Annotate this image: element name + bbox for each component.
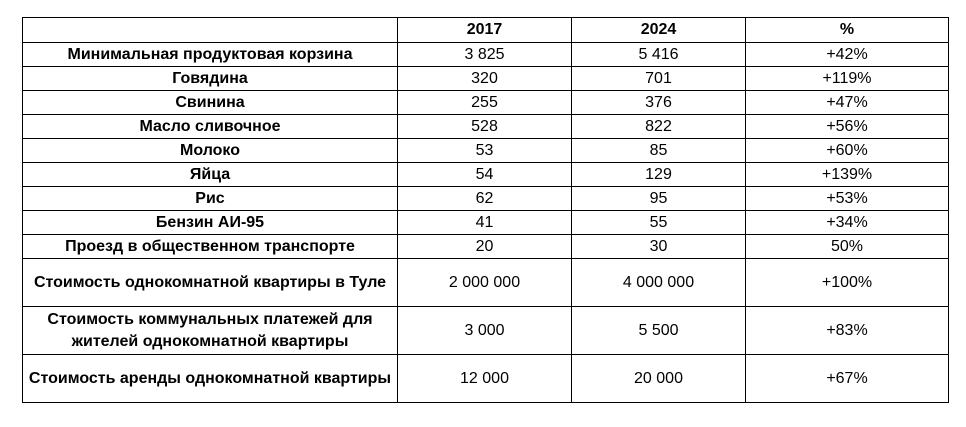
value-2024: 5 500 — [572, 307, 746, 355]
value-2017: 20 — [398, 235, 572, 259]
table-row — [23, 163, 949, 187]
row-label: Яйца — [23, 163, 398, 187]
price-comparison-table — [22, 17, 949, 403]
value-2017: 255 — [398, 91, 572, 115]
value-2017: 12 000 — [398, 355, 572, 403]
table-row — [23, 355, 949, 403]
value-percent: +67% — [746, 355, 949, 403]
value-percent: +56% — [746, 115, 949, 139]
row-label: Стоимость однокомнатной квартиры в Туле — [23, 259, 398, 307]
value-2024: 701 — [572, 67, 746, 91]
value-2024: 376 — [572, 91, 746, 115]
value-percent: +47% — [746, 91, 949, 115]
table-row — [23, 187, 949, 211]
value-2024: 4 000 000 — [572, 259, 746, 307]
header-percent: % — [746, 18, 949, 43]
header-2017: 2017 — [398, 18, 572, 43]
table-row — [23, 259, 949, 307]
table-row — [23, 43, 949, 67]
row-label: Проезд в общественном транспорте — [23, 235, 398, 259]
value-percent: +53% — [746, 187, 949, 211]
value-percent: +34% — [746, 211, 949, 235]
table-row — [23, 115, 949, 139]
row-label: Говядина — [23, 67, 398, 91]
row-label: Минимальная продуктовая корзина — [23, 43, 398, 67]
table-row — [23, 211, 949, 235]
value-2017: 3 825 — [398, 43, 572, 67]
value-2017: 3 000 — [398, 307, 572, 355]
value-2017: 2 000 000 — [398, 259, 572, 307]
value-percent: +42% — [746, 43, 949, 67]
value-2017: 54 — [398, 163, 572, 187]
value-2024: 129 — [572, 163, 746, 187]
header-item — [23, 18, 398, 43]
value-2024: 822 — [572, 115, 746, 139]
value-2024: 20 000 — [572, 355, 746, 403]
value-percent: +60% — [746, 139, 949, 163]
value-2017: 320 — [398, 67, 572, 91]
value-percent: 50% — [746, 235, 949, 259]
row-label: Стоимость коммунальных платежей для жителей однокомнатной квартиры — [23, 307, 398, 355]
value-percent: +119% — [746, 67, 949, 91]
table-header-row — [23, 18, 949, 43]
header-2024: 2024 — [572, 18, 746, 43]
value-2024: 5 416 — [572, 43, 746, 67]
value-2017: 62 — [398, 187, 572, 211]
value-percent: +139% — [746, 163, 949, 187]
table-row — [23, 235, 949, 259]
table-row — [23, 67, 949, 91]
value-2017: 53 — [398, 139, 572, 163]
value-percent: +83% — [746, 307, 949, 355]
value-2024: 85 — [572, 139, 746, 163]
row-label: Стоимость аренды однокомнатной квартиры — [23, 355, 398, 403]
row-label: Масло сливочное — [23, 115, 398, 139]
value-2017: 528 — [398, 115, 572, 139]
value-2024: 55 — [572, 211, 746, 235]
value-percent: +100% — [746, 259, 949, 307]
value-2024: 95 — [572, 187, 746, 211]
table-row — [23, 139, 949, 163]
row-label: Свинина — [23, 91, 398, 115]
table-row — [23, 91, 949, 115]
row-label: Молоко — [23, 139, 398, 163]
table-row — [23, 307, 949, 355]
value-2017: 41 — [398, 211, 572, 235]
row-label: Рис — [23, 187, 398, 211]
value-2024: 30 — [572, 235, 746, 259]
row-label: Бензин АИ-95 — [23, 211, 398, 235]
